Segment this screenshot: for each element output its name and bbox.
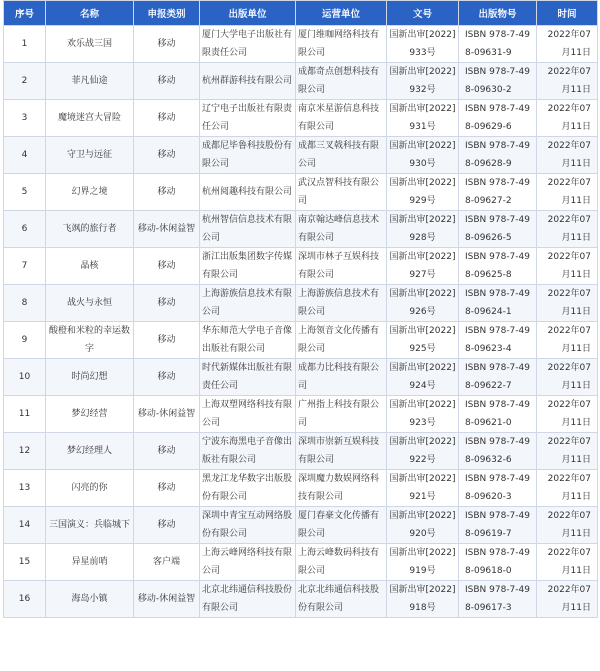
cell-no: 6: [4, 211, 46, 248]
cell-no: 10: [4, 359, 46, 396]
cell-date: 2022年07月11日: [537, 285, 598, 322]
cell-doc-number: 国新出审[2022]927号: [387, 248, 459, 285]
cell-category: 移动: [134, 285, 200, 322]
cell-date: 2022年07月11日: [537, 544, 598, 581]
cell-publisher: 杭州智信信息技术有限公司: [200, 211, 296, 248]
cell-isbn: ISBN 978-7-498-09623-4: [459, 322, 537, 359]
cell-no: 14: [4, 507, 46, 544]
cell-doc-number: 国新出审[2022]922号: [387, 433, 459, 470]
cell-isbn: ISBN 978-7-498-09624-1: [459, 285, 537, 322]
cell-operator: 上海游族信息技术有限公司: [296, 285, 387, 322]
cell-doc-number: 国新出审[2022]924号: [387, 359, 459, 396]
cell-no: 4: [4, 137, 46, 174]
cell-publisher: 浙江出版集团数字传媒有限公司: [200, 248, 296, 285]
cell-publisher: 上海游族信息技术有限公司: [200, 285, 296, 322]
cell-name: 三国演义：兵临城下: [46, 507, 134, 544]
cell-date: 2022年07月11日: [537, 137, 598, 174]
cell-operator: 成都三叉戟科技有限公司: [296, 137, 387, 174]
table-row: [4, 581, 598, 618]
cell-date: 2022年07月11日: [537, 396, 598, 433]
table-row: [4, 100, 598, 137]
cell-publisher: 杭州群游科技有限公司: [200, 63, 296, 100]
cell-isbn: ISBN 978-7-498-09617-3: [459, 581, 537, 618]
header-no: 序号: [4, 1, 46, 26]
cell-date: 2022年07月11日: [537, 63, 598, 100]
cell-date: 2022年07月11日: [537, 322, 598, 359]
cell-no: 1: [4, 26, 46, 63]
cell-category: 移动: [134, 100, 200, 137]
cell-category: 移动: [134, 63, 200, 100]
cell-name: 海岛小镇: [46, 581, 134, 618]
table-body: [4, 26, 598, 618]
cell-category: 移动-休闲益智: [134, 211, 200, 248]
table-row: [4, 174, 598, 211]
cell-name: 晶核: [46, 248, 134, 285]
cell-date: 2022年07月11日: [537, 359, 598, 396]
cell-publisher: 黑龙江龙华数字出版股份有限公司: [200, 470, 296, 507]
cell-name: 闪亮的你: [46, 470, 134, 507]
header-doc-number: 文号: [387, 1, 459, 26]
cell-isbn: ISBN 978-7-498-09626-5: [459, 211, 537, 248]
cell-isbn: ISBN 978-7-498-09619-7: [459, 507, 537, 544]
cell-date: 2022年07月11日: [537, 211, 598, 248]
cell-name: 异星前哨: [46, 544, 134, 581]
table-row: [4, 433, 598, 470]
cell-category: 移动: [134, 433, 200, 470]
cell-name: 魔境迷宫大冒险: [46, 100, 134, 137]
cell-publisher: 上海双塑网络科技有限公司: [200, 396, 296, 433]
cell-date: 2022年07月11日: [537, 507, 598, 544]
cell-operator: 北京北纬通信科技股份有限公司: [296, 581, 387, 618]
cell-name: 时尚幻想: [46, 359, 134, 396]
cell-operator: 深圳市林子互娱科技有限公司: [296, 248, 387, 285]
cell-operator: 深圳市崇新互娱科技有限公司: [296, 433, 387, 470]
cell-operator: 上海云峰数码科技有限公司: [296, 544, 387, 581]
cell-no: 7: [4, 248, 46, 285]
cell-date: 2022年07月11日: [537, 581, 598, 618]
cell-category: 移动-休闲益智: [134, 581, 200, 618]
header-isbn: 出版物号: [459, 1, 537, 26]
cell-category: 移动: [134, 174, 200, 211]
cell-isbn: ISBN 978-7-498-09631-9: [459, 26, 537, 63]
cell-isbn: ISBN 978-7-498-09618-0: [459, 544, 537, 581]
table-row: [4, 63, 598, 100]
cell-category: 移动: [134, 26, 200, 63]
cell-name: 梦幻经营: [46, 396, 134, 433]
cell-operator: 南京翰达峰信息技术有限公司: [296, 211, 387, 248]
header-operator: 运营单位: [296, 1, 387, 26]
cell-category: 移动: [134, 359, 200, 396]
cell-date: 2022年07月11日: [537, 433, 598, 470]
header-category: 申报类别: [134, 1, 200, 26]
cell-no: 2: [4, 63, 46, 100]
cell-category: 移动-休闲益智: [134, 396, 200, 433]
cell-name: 菲凡仙途: [46, 63, 134, 100]
cell-operator: 厦门维咖网络科技有限公司: [296, 26, 387, 63]
cell-name: 酸橙和米粒的幸运数字: [46, 322, 134, 359]
cell-operator: 成都力比科技有限公司: [296, 359, 387, 396]
cell-no: 11: [4, 396, 46, 433]
cell-publisher: 辽宁电子出版社有限责任公司: [200, 100, 296, 137]
table-row: [4, 396, 598, 433]
table-row: [4, 137, 598, 174]
cell-category: 移动: [134, 248, 200, 285]
cell-no: 9: [4, 322, 46, 359]
cell-doc-number: 国新出审[2022]933号: [387, 26, 459, 63]
cell-operator: 厦门春豪文化传播有限公司: [296, 507, 387, 544]
cell-publisher: 宁波东海黑电子音像出版社有限公司: [200, 433, 296, 470]
cell-no: 15: [4, 544, 46, 581]
cell-isbn: ISBN 978-7-498-09621-0: [459, 396, 537, 433]
header-date: 时间: [537, 1, 598, 26]
cell-name: 梦幻经理人: [46, 433, 134, 470]
cell-no: 16: [4, 581, 46, 618]
cell-category: 移动: [134, 322, 200, 359]
cell-category: 移动: [134, 507, 200, 544]
cell-isbn: ISBN 978-7-498-09627-2: [459, 174, 537, 211]
cell-publisher: 北京北纬通信科技股份有限公司: [200, 581, 296, 618]
cell-date: 2022年07月11日: [537, 470, 598, 507]
cell-publisher: 厦门大学电子出版社有限责任公司: [200, 26, 296, 63]
cell-isbn: ISBN 978-7-498-09630-2: [459, 63, 537, 100]
table-header-row: [4, 1, 598, 26]
cell-operator: 成都奇点创想科技有限公司: [296, 63, 387, 100]
cell-doc-number: 国新出审[2022]932号: [387, 63, 459, 100]
cell-isbn: ISBN 978-7-498-09625-8: [459, 248, 537, 285]
table-row: [4, 470, 598, 507]
table-row: [4, 211, 598, 248]
cell-publisher: 华东师范大学电子音像出版社有限公司: [200, 322, 296, 359]
cell-category: 客户端: [134, 544, 200, 581]
cell-isbn: ISBN 978-7-498-09629-6: [459, 100, 537, 137]
header-publisher: 出版单位: [200, 1, 296, 26]
cell-isbn: ISBN 978-7-498-09620-3: [459, 470, 537, 507]
table-row: [4, 322, 598, 359]
cell-operator: 广州指上科技有限公司: [296, 396, 387, 433]
cell-category: 移动: [134, 137, 200, 174]
table-row: [4, 248, 598, 285]
table-row: [4, 26, 598, 63]
cell-doc-number: 国新出审[2022]920号: [387, 507, 459, 544]
cell-name: 守卫与远征: [46, 137, 134, 174]
cell-publisher: 深圳中青宝互动网络股份有限公司: [200, 507, 296, 544]
cell-publisher: 时代新媒体出版社有限责任公司: [200, 359, 296, 396]
cell-doc-number: 国新出审[2022]923号: [387, 396, 459, 433]
cell-name: 幻界之境: [46, 174, 134, 211]
table-row: [4, 544, 598, 581]
cell-doc-number: 国新出审[2022]921号: [387, 470, 459, 507]
cell-date: 2022年07月11日: [537, 248, 598, 285]
cell-doc-number: 国新出审[2022]930号: [387, 137, 459, 174]
cell-date: 2022年07月11日: [537, 26, 598, 63]
header-name: 名称: [46, 1, 134, 26]
cell-doc-number: 国新出审[2022]918号: [387, 581, 459, 618]
cell-doc-number: 国新出审[2022]928号: [387, 211, 459, 248]
cell-doc-number: 国新出审[2022]931号: [387, 100, 459, 137]
cell-operator: 南京米星游信息科技有限公司: [296, 100, 387, 137]
cell-doc-number: 国新出审[2022]929号: [387, 174, 459, 211]
cell-name: 欢乐战三国: [46, 26, 134, 63]
cell-no: 5: [4, 174, 46, 211]
cell-operator: 深圳魔力数娱网络科技有限公司: [296, 470, 387, 507]
cell-publisher: 成都尼毕鲁科技股份有限公司: [200, 137, 296, 174]
approval-table: [3, 0, 598, 618]
cell-publisher: 上海云峰网络科技有限公司: [200, 544, 296, 581]
table-row: [4, 507, 598, 544]
cell-doc-number: 国新出审[2022]925号: [387, 322, 459, 359]
cell-no: 13: [4, 470, 46, 507]
cell-operator: 上海领音文化传播有限公司: [296, 322, 387, 359]
cell-no: 3: [4, 100, 46, 137]
cell-isbn: ISBN 978-7-498-09632-6: [459, 433, 537, 470]
table-row: [4, 285, 598, 322]
cell-category: 移动: [134, 470, 200, 507]
cell-operator: 武汉点智科技有限公司: [296, 174, 387, 211]
cell-date: 2022年07月11日: [537, 174, 598, 211]
cell-doc-number: 国新出审[2022]926号: [387, 285, 459, 322]
table-row: [4, 359, 598, 396]
cell-publisher: 杭州阅趣科技有限公司: [200, 174, 296, 211]
cell-date: 2022年07月11日: [537, 100, 598, 137]
cell-name: 飞飒的旅行者: [46, 211, 134, 248]
cell-name: 战火与永恒: [46, 285, 134, 322]
cell-no: 12: [4, 433, 46, 470]
cell-no: 8: [4, 285, 46, 322]
cell-doc-number: 国新出审[2022]919号: [387, 544, 459, 581]
cell-isbn: ISBN 978-7-498-09628-9: [459, 137, 537, 174]
cell-isbn: ISBN 978-7-498-09622-7: [459, 359, 537, 396]
